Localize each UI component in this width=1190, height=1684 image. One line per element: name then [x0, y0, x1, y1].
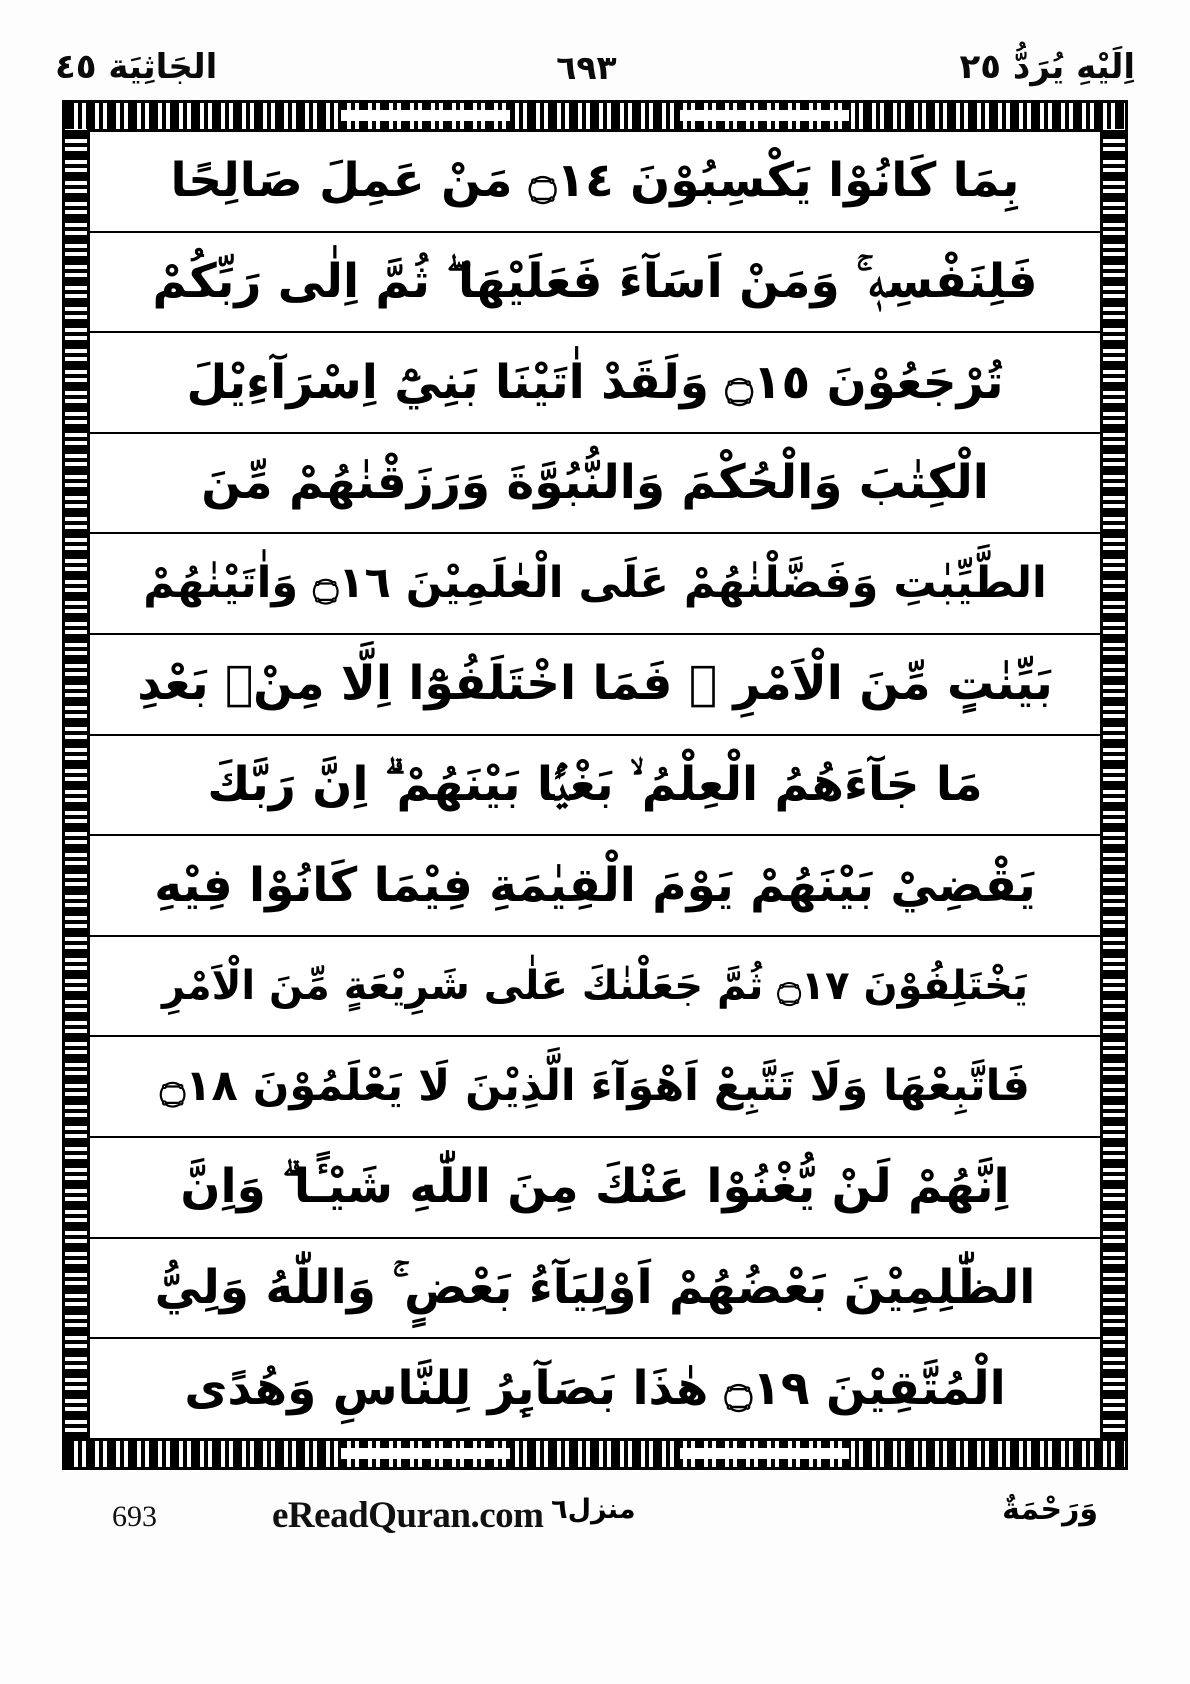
ayah-line	[90, 132, 1100, 233]
ayah-text-block	[87, 129, 1103, 1441]
frame-band-top	[65, 103, 1125, 129]
ayah-line	[90, 1239, 1100, 1340]
ayah-line	[90, 434, 1100, 535]
frame-band-bottom	[65, 1441, 1125, 1467]
frame-band-left	[65, 129, 87, 1441]
ayah-line	[90, 233, 1100, 334]
footer-page-number: 693	[112, 1500, 157, 1533]
ayah-line-text: الطَّيِّبٰتِ وَفَضَّلْنٰهُمْ عَلَى الْعٰلَمِيْنَ ۝١٦ وَاٰتَيْنٰهُمْ	[143, 557, 1047, 608]
ayah-line-text: يَقْضِيْ بَيْنَهُمْ يَوْمَ الْقِيٰمَةِ فِيْمَا كَانُوْا فِيْهِ	[154, 857, 1036, 913]
ayah-line-text: بِمَا كَانُوْا يَكْسِبُوْنَ ۝١٤ مَنْ عَمِلَ صَالِحًا	[170, 153, 1020, 209]
ayah-line	[90, 836, 1100, 937]
ayah-line	[90, 1037, 1100, 1138]
ayah-line	[90, 534, 1100, 635]
ayah-line-text: الْكِتٰبَ وَالْحُكْمَ وَالنُّبُوَّةَ وَرَزَقْنٰهُمْ مِّنَ	[201, 455, 989, 511]
ayah-line-text: تُرْجَعُوْنَ ۝١٥ وَلَقَدْ اٰتَيْنَا بَنِيْٓ اِسْرَآءِيْلَ	[186, 354, 1004, 410]
ayah-line-text: بَيِّنٰتٍ مِّنَ الْاَمْرِ ۚ فَمَا اخْتَلَفُوْٓا اِلَّا مِنْۢ بَعْدِ	[137, 656, 1053, 712]
ayah-line-text: الظّٰلِمِيْنَ بَعْضُهُمْ اَوْلِيَآءُ بَعْضٍ ۚ وَاللّٰهُ وَلِيُّ	[154, 1260, 1036, 1316]
page-header	[55, 36, 1135, 98]
surah-label: الجَاثِيَة ٤٥	[55, 47, 218, 87]
ruku-label: وَرَحْمَةٌ	[1002, 1492, 1098, 1527]
ayah-line	[90, 635, 1100, 736]
ayah-line-text: فَاتَّبِعْهَا وَلَا تَتَّبِعْ اَهْوَآءَ الَّذِيْنَ لَا يَعْلَمُوْنَ ۝١٨	[160, 1060, 1030, 1111]
ayah-line	[90, 736, 1100, 837]
ayah-line-text: الْمُتَّقِيْنَ ۝١٩ هٰذَا بَصَآىِٕرُ لِلنَّاسِ وَهُدًى	[184, 1360, 1006, 1416]
ayah-line	[90, 1339, 1100, 1438]
frame-band-right	[1103, 129, 1125, 1441]
ayah-line-text: فَلِنَفْسِهٖ ۚ وَمَنْ اَسَآءَ فَعَلَيْهَا ۖ ثُمَّ اِلٰى رَبِّكُمْ	[152, 253, 1038, 309]
ayah-line-text: اِنَّهُمْ لَنْ يُّغْنُوْا عَنْكَ مِنَ اللّٰهِ شَيْـًٔا ۗ وَاِنَّ	[180, 1159, 1010, 1215]
juz-label: اِلَيْهِ يُرَدُّ ٢٥	[959, 47, 1135, 87]
ayah-line	[90, 937, 1100, 1038]
ayah-line-text: مَا جَآءَهُمُ الْعِلْمُ ۙ بَغْيًۢا بَيْنَهُمْ ۗ اِنَّ رَبَّكَ	[207, 756, 983, 812]
ayah-line	[90, 333, 1100, 434]
ornamental-frame	[62, 100, 1128, 1470]
header-page-number: ٦٩٣	[556, 47, 617, 87]
brand-label: eReadQuran.com	[272, 1495, 544, 1536]
page-footer	[62, 1486, 1128, 1576]
manzil-label: منزل٦	[551, 1494, 636, 1525]
ayah-line	[90, 1138, 1100, 1239]
ayah-line-text: يَخْتَلِفُوْنَ ۝١٧ ثُمَّ جَعَلْنٰكَ عَلٰى شَرِيْعَةٍ مِّنَ الْاَمْرِ	[161, 962, 1029, 1009]
